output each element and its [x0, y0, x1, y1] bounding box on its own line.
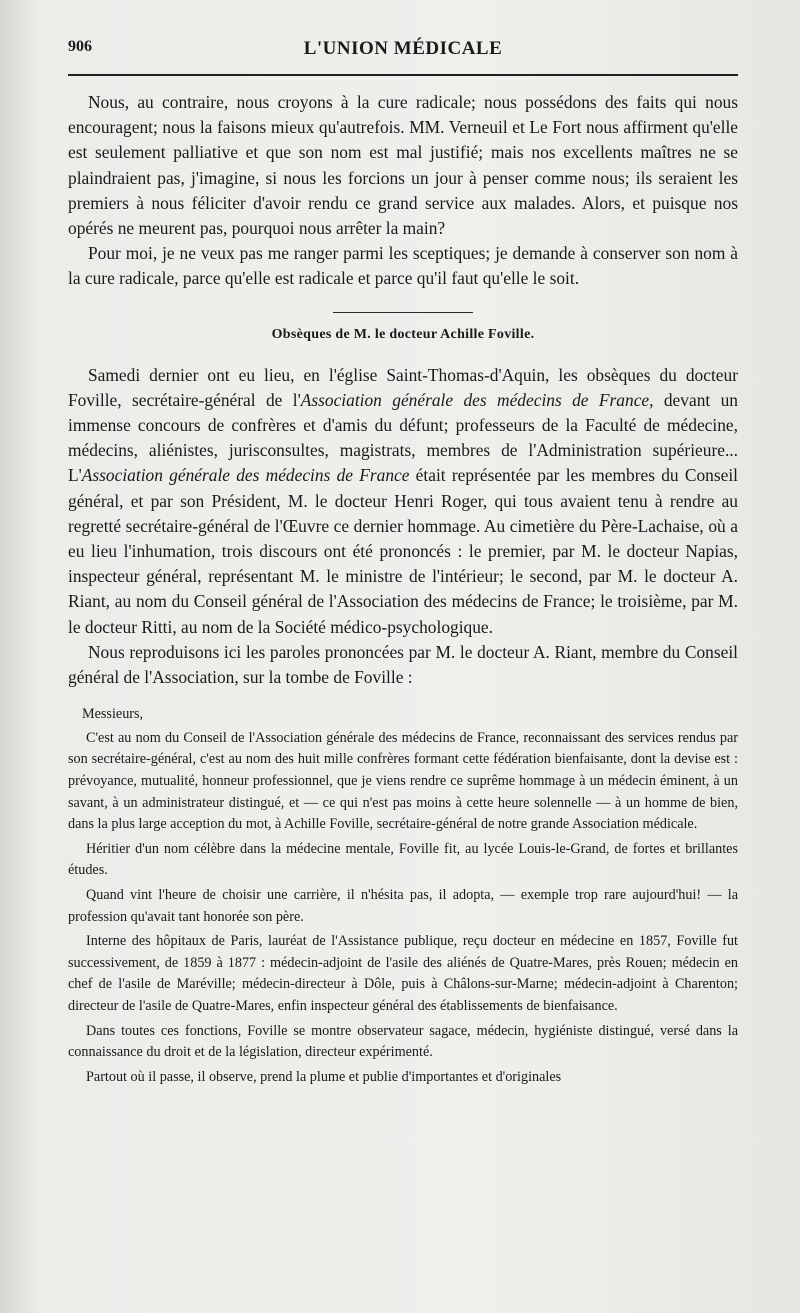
speech-quote [68, 704, 738, 1088]
speech-paragraph: Dans toutes ces fonctions, Foville se montre observateur sagace, médecin, hygiéniste distingué, versé dans la connaissance du droit et de la législation, directeur expérimenté. [68, 1022, 738, 1061]
section-divider [333, 312, 473, 313]
paragraph: Nous reproduisons ici les paroles prononcées par M. le docteur A. Riant, membre du Conseil général de l'Association, sur la tombe de Foville : [68, 641, 738, 688]
speech-paragraph: Héritier d'un nom célèbre dans la médecine mentale, Foville fit, au lycée Louis-le-Grand, de fortes et brillantes études. [68, 840, 738, 879]
opening-text [68, 90, 738, 292]
page-number: 906 [68, 38, 92, 55]
italic-text: Association générale des médecins de France, [300, 389, 654, 410]
page-header [68, 38, 738, 68]
speech-paragraph: Interne des hôpitaux de Paris, lauréat de l'Assistance publique, reçu docteur en médecine en 1857, Foville fut successivement, de 1859 à 1877 : médecin-adjoint de l'asile des aliénés de Quatre-Mares, près Rouen; médecin en chef de l'asile de Maréville; médecin-directeur à Dôle, puis à Châlons-sur-Marne; médecin-adjoint à Charenton; directeur de l'asile de Quatre-Mares, enfin inspecteur général des établissements de bienfaisance. [68, 933, 738, 1014]
speech-paragraph: Partout où il passe, il observe, prend la plume et publie d'importantes et d'originales [86, 1068, 562, 1085]
text-run: Samedi dernier ont eu lieu, en l'église Saint-Thomas-d'Aquin, les obsèques du docteur Foville, secrétaire-général de l' [68, 364, 738, 410]
salutation: Messieurs, [82, 706, 144, 723]
text-run: était représentée par les membres du Conseil général, et par son Président, M. le docteur Henri Roger, qui tous avaient tenu à rendre au regretté secrétaire-général de l'Œuvre ce dernier hommage. Au cimetière du Père-Lachaise, où a eu lieu l'inhumation, trois discours ont été prononcés : le premier, par M. le docteur Napias, inspecteur général, représentant M. le ministre de l'intérieur; le second, par M. le docteur A. Riant, au nom du Conseil général de l'Association des médecins de France; le troisième, par M. le docteur Ritti, au nom de la Société médico-psychologique. [68, 465, 738, 637]
italic-text: Association générale des médecins de France [81, 465, 410, 486]
speech-paragraph: C'est au nom du Conseil de l'Association générale des médecins de France, reconnaissant des services rendus par son secrétaire-général, c'est au nom des huit mille confrères formant cette fédération bienfaisante, dont la devise est : prévoyance, mutualité, honneur professionnel, que je viens rendre ce suprême hommage à un médecin éminent, à un savant, à un administrateur distingué, et — ce qui n'est pas moins à cette heure solennelle — à un homme de bien, dans la plus large acception du mot, à Achille Foville, secrétaire-général de notre grande Association médicale. [68, 729, 738, 833]
paragraph: Nous, au contraire, nous croyons à la cure radicale; nous possédons des faits qui nous encouragent; nous la faisons mieux qu'autrefois. MM. Verneuil et Le Fort nous affirment qu'elle est seulement palliative et que son nom est mal justifié; mais nos excellents maîtres ne se plaindraient pas, j'imagine, si nous les forcions un jour à penser comme nous; ils seraient les premiers à nous féliciter d'avoir rendu ce grand service aux malades. Alors, et puisque nos opérés ne meurent pas, pourquoi nous arrêter la main? [68, 92, 738, 239]
header-rule [68, 74, 738, 76]
section-title: Obsèques de M. le docteur Achille Foville. [271, 326, 535, 342]
text-run: devant un immense concours de confrères et d'amis du défunt; professeurs de la Faculté de médecine, médecins, aliénistes, jurisconsultes, magistrats, membres de l'Administration supérieure... L' [68, 389, 738, 486]
paragraph: Pour moi, je ne veux pas me ranger parmi les sceptiques; je demande à conserver son nom à la cure radicale, parce qu'elle est radicale et parce qu'il faut qu'elle le soit. [68, 243, 738, 289]
running-title: L'UNION MÉDICALE [303, 38, 503, 59]
speech-paragraph: Quand vint l'heure de choisir une carrière, il n'hésita pas, il adopta, — exemple trop rare aujourd'hui! — la profession qu'avait tant honorée son père. [68, 887, 738, 925]
obituary-text [68, 363, 738, 691]
paragraph [68, 363, 738, 640]
